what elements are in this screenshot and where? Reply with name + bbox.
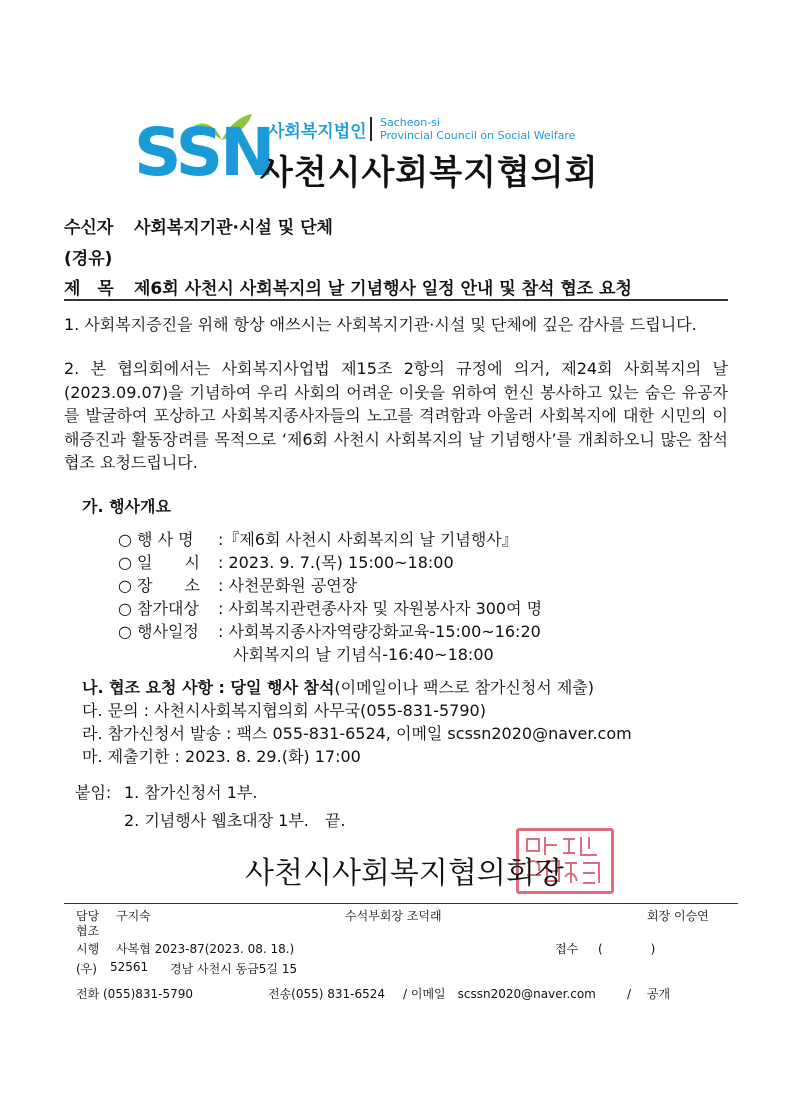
via-label: (경유)	[64, 249, 113, 269]
subject-label: 제 목	[64, 279, 114, 299]
event-target-label: ○ 참가대상	[118, 599, 199, 618]
paragraph-1: 1. 사회복지증진을 위해 항상 애쓰시는 사회복지기관·시설 및 단체에 깊은 감사를 드립니다.	[64, 315, 697, 334]
logo-english-line2: Provincial Council on Social Welfare	[380, 129, 576, 142]
event-place-value: : 사천문화원 공연장	[218, 576, 358, 595]
event-name-value: :『제6회 사천시 사회복지의 날 기념행사』	[218, 530, 518, 549]
fax: 전송(055) 831-6524	[268, 987, 386, 1001]
attachment-label: 붙임:	[75, 783, 112, 802]
vice-president: 수석부회장 조덕래	[345, 909, 442, 923]
public-disclosure: / 공개	[627, 987, 671, 1001]
event-name-label: ○ 행 사 명	[118, 530, 194, 549]
recipient-value: 사회복지기관·시설 및 단체	[134, 218, 333, 238]
event-schedule-line2: 사회복지의 날 기념식-16:40~18:00	[233, 645, 494, 664]
section-ga-title: 가. 행사개요	[82, 497, 171, 516]
section-ma: 마. 제출기한 : 2023. 8. 29.(화) 17:00	[82, 747, 361, 766]
paragraph-2: 2. 본 협의회에서는 사회복지사업법 제15조 2항의 규정에 의거, 제24회 사회복지의 날(2023.09.07)을 기념하여 우리 사회의 어려운 이웃을 위하여 헌신 봉사하고 있는 숨은 유공자를 발굴하여 포상하고 사회복지종사자들의 노고를 격려함과 아울러 사회복지에 대한 시민의 이해증진과 활동장려를 목적으로 ‘제6회 사천시 사회복지의 날 기념행사’를 개최하오니 많은 참석 협조 요청드립니다.	[64, 359, 728, 472]
receipt-label: 접수	[555, 942, 579, 956]
postal-code: 52561	[110, 960, 149, 974]
event-place-label: ○ 장 소	[118, 576, 200, 595]
section-ra: 라. 참가신청서 발송 : 팩스 055-831-6524, 이메일 scssn2020@naver.com	[82, 724, 632, 743]
damdang-name: 구지숙	[116, 909, 151, 923]
section-da: 다. 문의 : 사천시사회복지협의회 사무국(055-831-5790)	[82, 701, 486, 720]
corp-label: 사회복지법인	[268, 122, 367, 142]
recipient-label: 수신자	[64, 218, 114, 238]
section-na-bold: 나. 협조 요청 사항 : 당일 행사 참석	[82, 678, 335, 697]
header-divider	[64, 299, 728, 301]
president: 회장 이승연	[647, 909, 709, 923]
event-schedule-label: ○ 행사일정	[118, 622, 199, 641]
event-target-value: : 사회복지관련종사자 및 자원봉사자 300여 명	[218, 599, 543, 618]
issue-label: 시행	[76, 942, 100, 956]
org-title: 사천시사회복지협의회	[260, 153, 599, 193]
footer-divider-top	[64, 903, 738, 904]
receipt-value: ( )	[598, 942, 656, 956]
event-schedule-value: : 사회복지종사자역량강화교육-15:00~16:20	[218, 622, 541, 641]
logo-english-line1: Sacheon-si	[380, 116, 440, 129]
postal-label: (우)	[76, 962, 97, 976]
logo-ssn: SSN	[134, 114, 273, 191]
subject-value: 제6회 사천시 사회복지의 날 기념행사 일정 안내 및 참석 협조 요청	[134, 279, 632, 299]
section-na-normal: (이메일이나 팩스로 참가신청서 제출)	[334, 678, 594, 697]
logo-divider	[370, 117, 372, 141]
damdang-label: 담당	[76, 909, 100, 923]
signature-org-president: 사천시사회복지협의회장	[245, 856, 564, 891]
section-na	[82, 675, 594, 698]
event-date-label: ○ 일 시	[118, 553, 200, 572]
event-date-value: : 2023. 9. 7.(목) 15:00~18:00	[218, 553, 454, 572]
attachment-item-2: 2. 기념행사 웹초대장 1부. 끝.	[124, 811, 346, 830]
address: 경남 사천시 동금5길 15	[170, 962, 298, 976]
cooperation-label: 협조	[76, 924, 100, 938]
attachment-item-1: 1. 참가신청서 1부.	[124, 783, 258, 802]
phone: 전화 (055)831-5790	[76, 987, 194, 1001]
email: / 이메일 scssn2020@naver.com	[403, 987, 596, 1001]
issue-value: 사복협 2023-87(2023. 08. 18.)	[116, 942, 295, 956]
